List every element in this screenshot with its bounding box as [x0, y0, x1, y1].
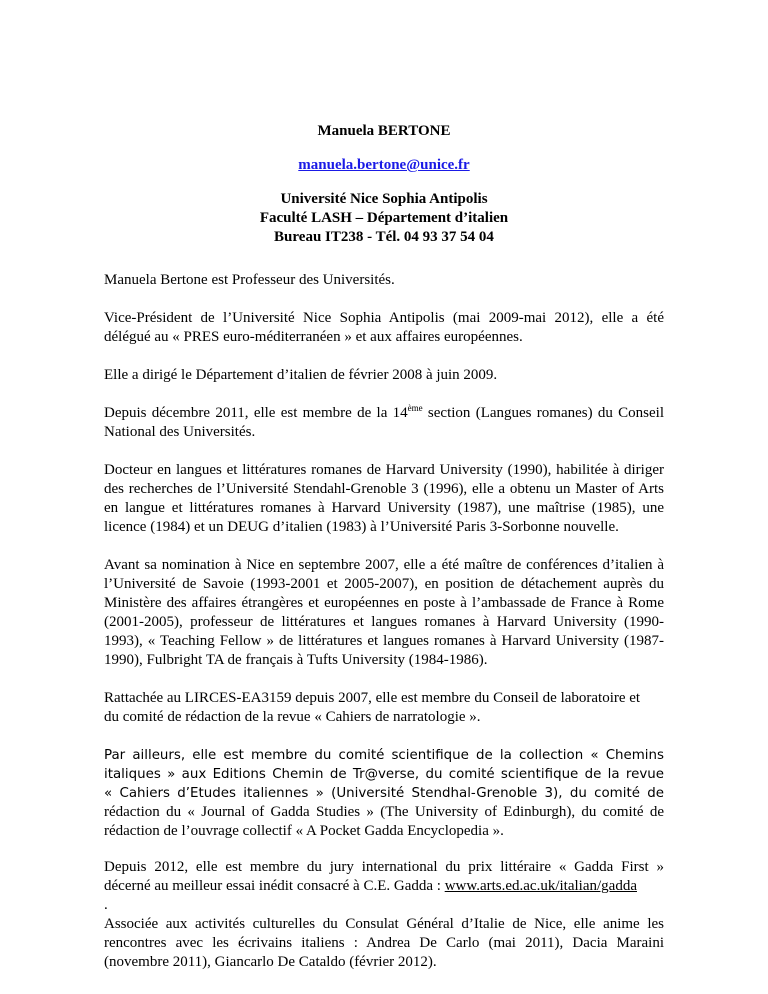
- text-line: « Cahiers d’Etudes italiennes » (Université Stendhal-Grenoble 3), du comité de: [104, 786, 664, 801]
- gadda-website-link[interactable]: www.arts.ed.ac.uk/italian/gadda: [444, 878, 637, 894]
- text-line: Rattachée au LIRCES-EA3159 depuis 2007, elle est membre du Conseil de laboratoire et: [104, 690, 641, 706]
- text-line: (2001-2005), professeur de littératures et langues romanes à Harvard University (1990-: [104, 614, 664, 630]
- author-name: Manuela BERTONE: [317, 123, 451, 139]
- text-line: National des Universités.: [104, 424, 256, 440]
- text-line: délégué au « PRES euro-méditerranéen » et aux affaires européennes.: [104, 329, 523, 345]
- text-line: Depuis 2012, elle est membre du jury international du prix littéraire « Gadda First »: [104, 859, 664, 875]
- paragraph-gadda-prize: [104, 858, 664, 915]
- text-segment: décerné au meilleur essai inédit consacré à C.E. Gadda :: [104, 878, 445, 894]
- text-line: Docteur en langues et littératures romanes de Harvard University (1990), habilitée à diriger: [104, 462, 664, 478]
- text-line: du comité de rédaction de la revue « Cahiers de narratologie ».: [104, 709, 481, 725]
- text-line: 1993), « Teaching Fellow » de littératures et langues romanes à Harvard University (1987-: [104, 633, 664, 649]
- text-line: Ministère des affaires étrangères et européennes en poste à l’ambassade de France à Rome: [104, 595, 664, 611]
- text-line: licence (1984) et un DEUG d’italien (1983) à l’Université Paris 3-Sorbonne nouvelle.: [104, 519, 619, 535]
- affiliation-block: [0, 190, 768, 247]
- text-line: (novembre 2011), Giancarlo De Cataldo (février 2012).: [104, 954, 437, 970]
- text-line: Avant sa nomination à Nice en septembre 2007, elle a été maître de conférences d’italien à: [104, 557, 664, 573]
- text-line: italiques » aux Editions Chemin de Tr@verse, du comité scientifique de la revue: [104, 767, 664, 782]
- text-line: [104, 404, 664, 423]
- text-segment: Depuis décembre 2011, elle est membre de la 14: [104, 405, 408, 421]
- text-line: rédaction du « Journal of Gadda Studies » (The University of Edinburgh), du comité de: [104, 804, 664, 820]
- affiliation-faculty: Faculté LASH – Département d’italien: [259, 210, 509, 226]
- text-line: Elle a dirigé le Département d’italien de février 2008 à juin 2009.: [104, 367, 498, 383]
- text-segment: section (Langues romanes) du Conseil: [422, 405, 664, 421]
- text-line: Par ailleurs, elle est membre du comité scientifique de la collection « Chemins: [104, 748, 664, 763]
- paragraph-committees: [104, 746, 664, 841]
- text-line: [104, 877, 664, 896]
- text-line: rédaction de l’ouvrage collectif « A Pocket Gadda Encyclopedia ».: [104, 823, 504, 839]
- text-line: rencontres avec les écrivains italiens : Andrea De Carlo (mai 2011), Dacia Maraini: [104, 935, 664, 951]
- text-line: des recherches de l’Université Stendahl-Grenoble 3 (1996), elle a obtenu un Master of Arts: [104, 481, 664, 497]
- text-line: .: [104, 897, 108, 913]
- superscript: ème: [407, 403, 423, 413]
- paragraph-consulate: [104, 915, 664, 972]
- paragraph-position: [104, 271, 664, 290]
- text-line: Manuela Bertone est Professeur des Universités.: [104, 272, 395, 288]
- paragraph-education: [104, 461, 664, 537]
- text-line: Vice-Président de l’Université Nice Sophia Antipolis (mai 2009-mai 2012), elle a été: [104, 310, 664, 326]
- text-line: l’Université de Savoie (1993-2001 et 2005-2007), en position de détachement auprès du: [104, 576, 664, 592]
- affiliation-office: Bureau IT238 - Tél. 04 93 37 54 04: [274, 229, 494, 245]
- paragraph-department: [104, 366, 664, 385]
- text-line: 1990), Fulbright TA de français à Tufts University (1984-1986).: [104, 652, 488, 668]
- paragraph-cnu: [104, 404, 664, 442]
- text-line: Associée aux activités culturelles du Consulat Général d’Italie de Nice, elle anime les: [104, 916, 664, 932]
- paragraph-career: [104, 556, 664, 670]
- affiliation-university: Université Nice Sophia Antipolis: [280, 191, 488, 207]
- text-line: en langue et littératures romanes à Harvard University (1987), une maîtrise (1985), une: [104, 500, 664, 516]
- paragraph-vice-president: [104, 309, 664, 347]
- email-link[interactable]: manuela.bertone@unice.fr: [298, 157, 470, 173]
- paragraph-lirces: [104, 689, 664, 727]
- email-line: [0, 156, 768, 175]
